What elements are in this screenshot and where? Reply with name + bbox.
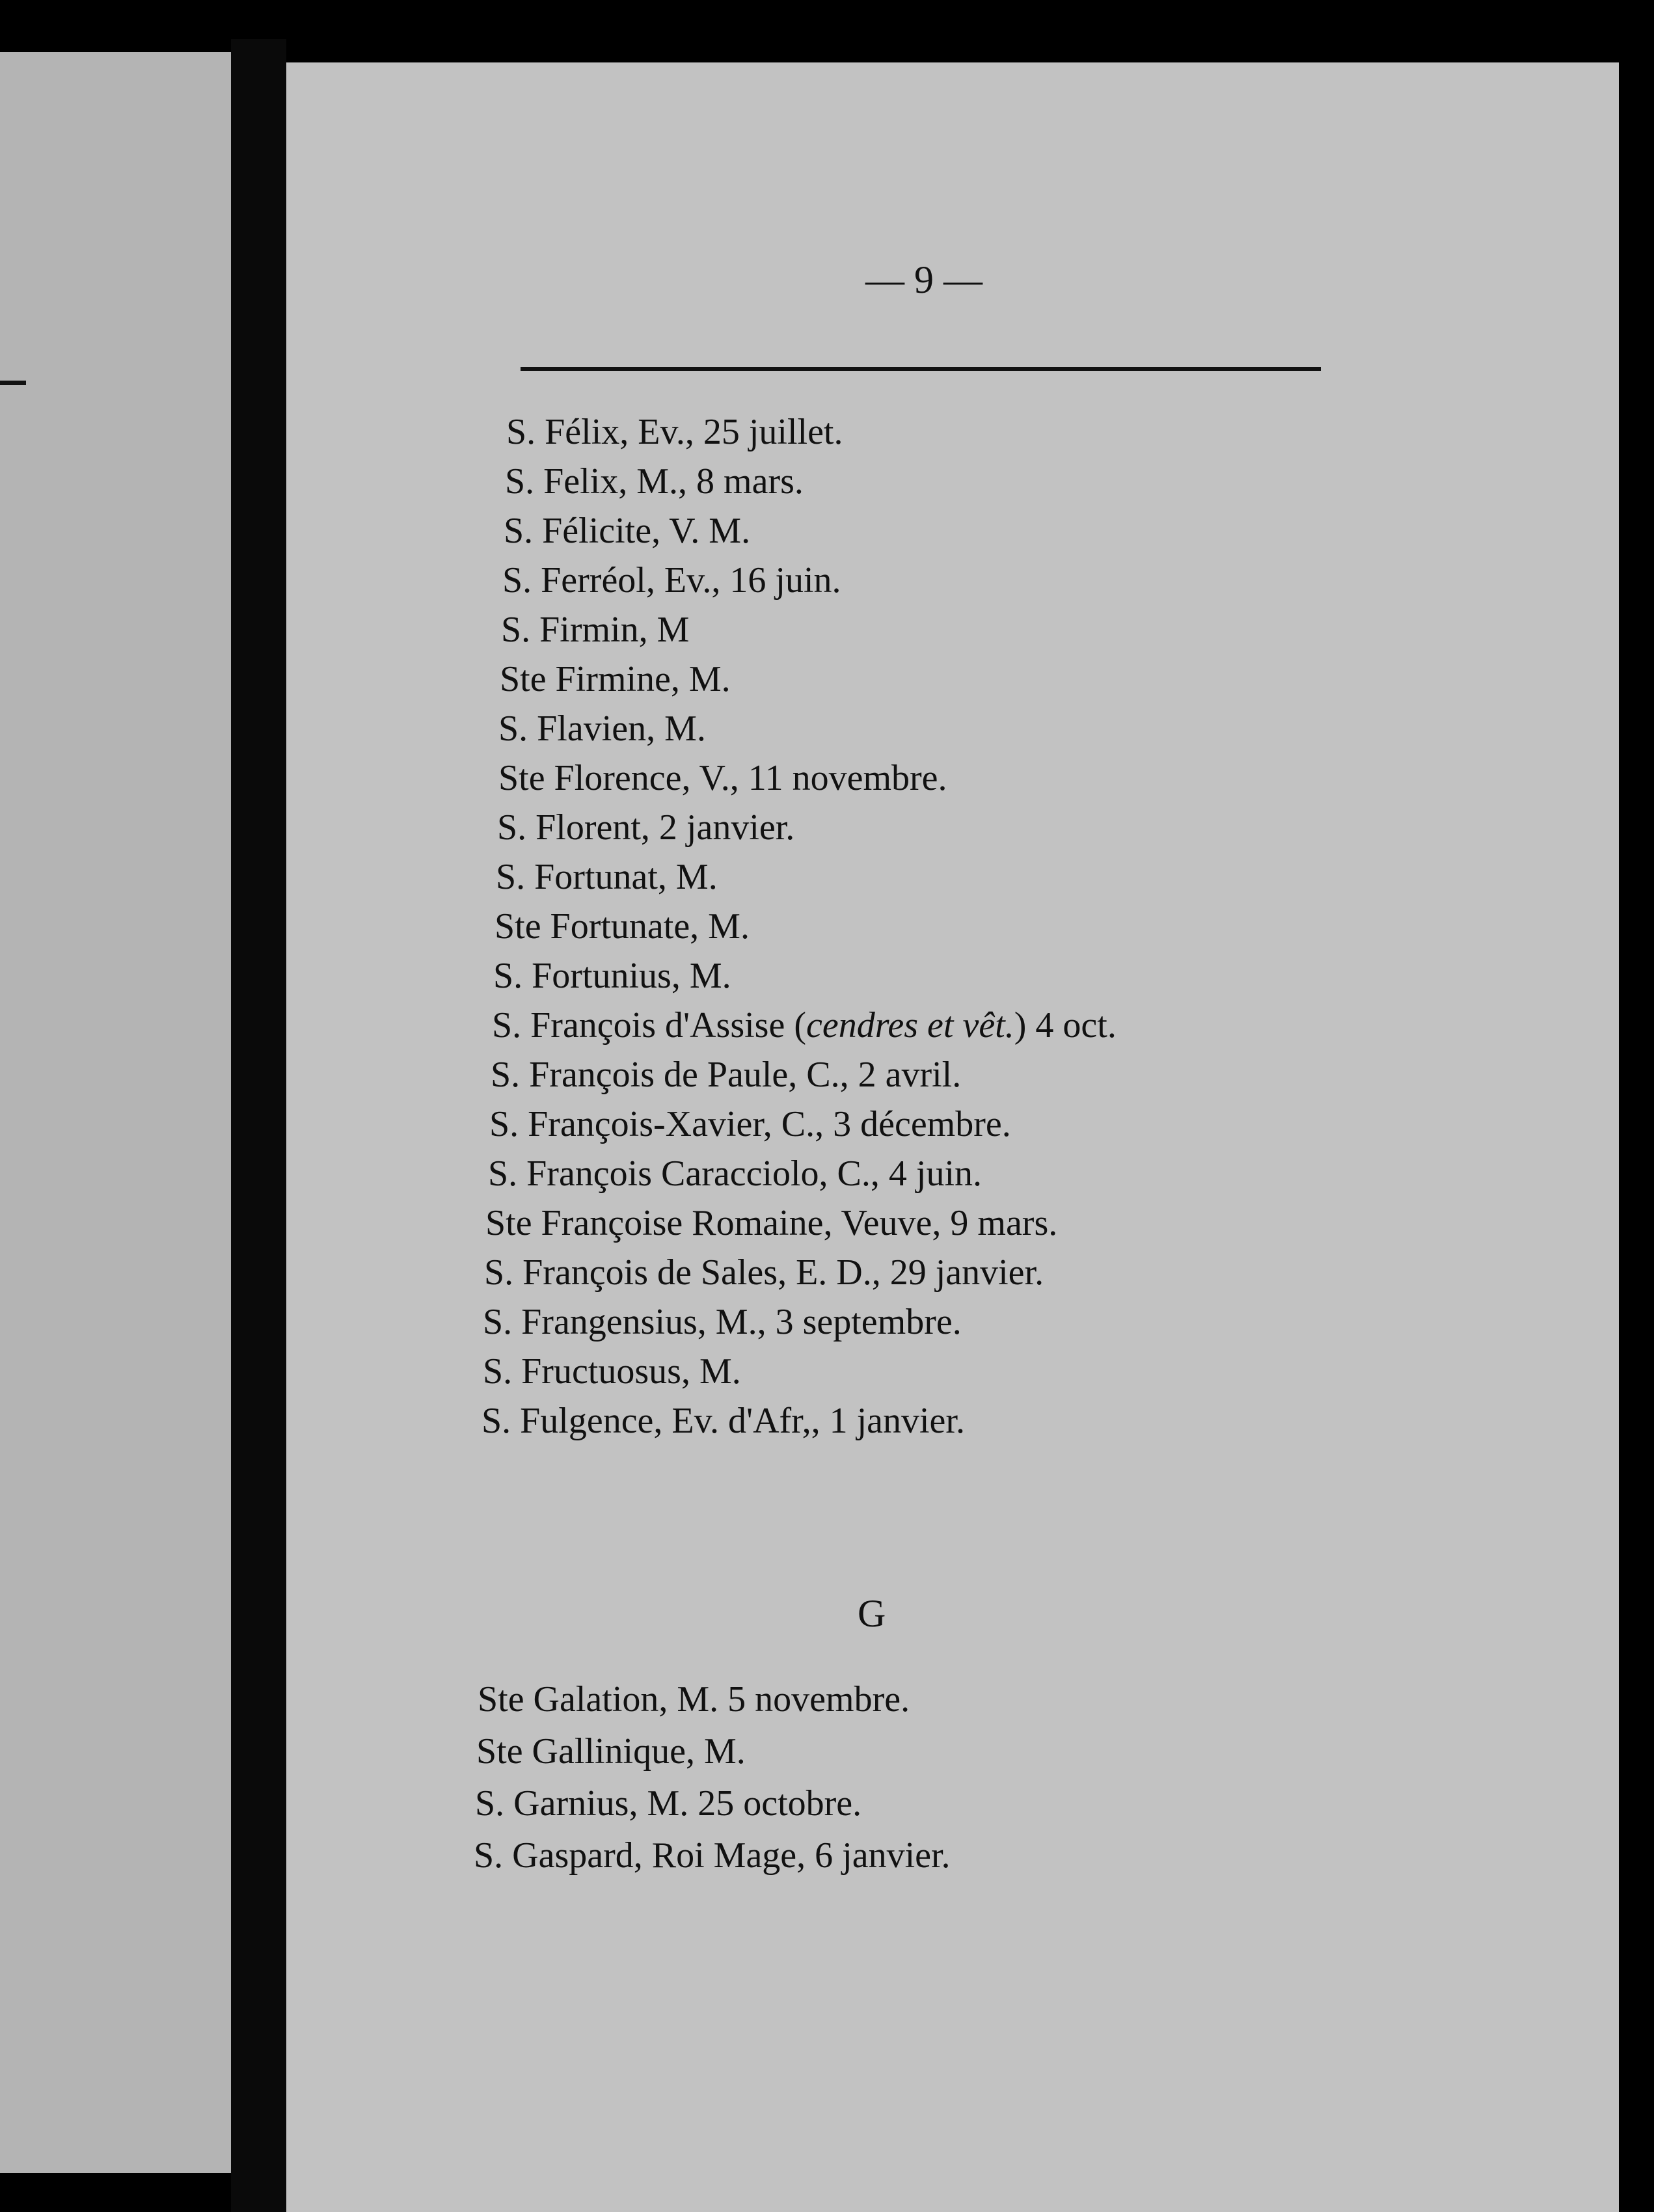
list-item: S. François de Paule, C., 2 avril. xyxy=(491,1055,962,1095)
list-item: Ste Florence, V., 11 novembre. xyxy=(498,758,947,798)
left-page-margin xyxy=(0,52,231,2173)
list-item: Ste Firmine, M. xyxy=(500,659,731,699)
list-item: Ste Galation, M. 5 novembre. xyxy=(478,1679,910,1720)
list-item: S. Gaspard, Roi Mage, 6 janvier. xyxy=(474,1835,951,1876)
list-item: S. Frangensius, M., 3 septembre. xyxy=(483,1302,962,1342)
list-item-italic: cendres et vêt. xyxy=(806,1005,1014,1045)
section-letter-heading: G xyxy=(858,1592,886,1635)
list-item xyxy=(492,1007,1117,1044)
list-item: S. Fortunius, M. xyxy=(493,956,731,996)
list-item: S. François-Xavier, C., 3 décembre. xyxy=(489,1104,1011,1144)
list-item: S. Félix, Ev., 25 juillet. xyxy=(506,412,843,452)
list-item: S. Flavien, M. xyxy=(498,708,706,749)
saint-list xyxy=(286,62,1619,2212)
list-item: S. Fortunat, M. xyxy=(496,857,718,897)
list-item: Ste Fortunate, M. xyxy=(495,906,750,947)
list-item: S. François de Sales, E. D., 29 janvier. xyxy=(484,1252,1044,1293)
list-item: S. Fulgence, Ev. d'Afr,, 1 janvier. xyxy=(481,1401,965,1441)
list-item: S. Ferréol, Ev., 16 juin. xyxy=(502,560,841,600)
list-item-suffix: ) 4 oct. xyxy=(1014,1005,1117,1045)
book-page xyxy=(286,62,1619,2212)
margin-dash xyxy=(0,381,26,385)
list-item: S. Fructuosus, M. xyxy=(483,1351,741,1392)
list-item: S. Félicite, V. M. xyxy=(504,511,751,551)
list-item: S. François Caracciolo, C., 4 juin. xyxy=(488,1153,983,1194)
list-item: Ste Gallinique, M. xyxy=(476,1731,746,1772)
book-gutter xyxy=(231,39,286,2212)
list-item: S. Florent, 2 janvier. xyxy=(497,807,795,848)
list-item: S. Garnius, M. 25 octobre. xyxy=(475,1783,862,1824)
list-item-text: S. François d'Assise ( xyxy=(492,1005,806,1045)
list-item: Ste Françoise Romaine, Veuve, 9 mars. xyxy=(485,1203,1058,1243)
list-item: S. Firmin, M xyxy=(501,610,690,650)
list-item: S. Felix, M., 8 mars. xyxy=(505,461,804,502)
page-number: — 9 — xyxy=(865,258,983,301)
